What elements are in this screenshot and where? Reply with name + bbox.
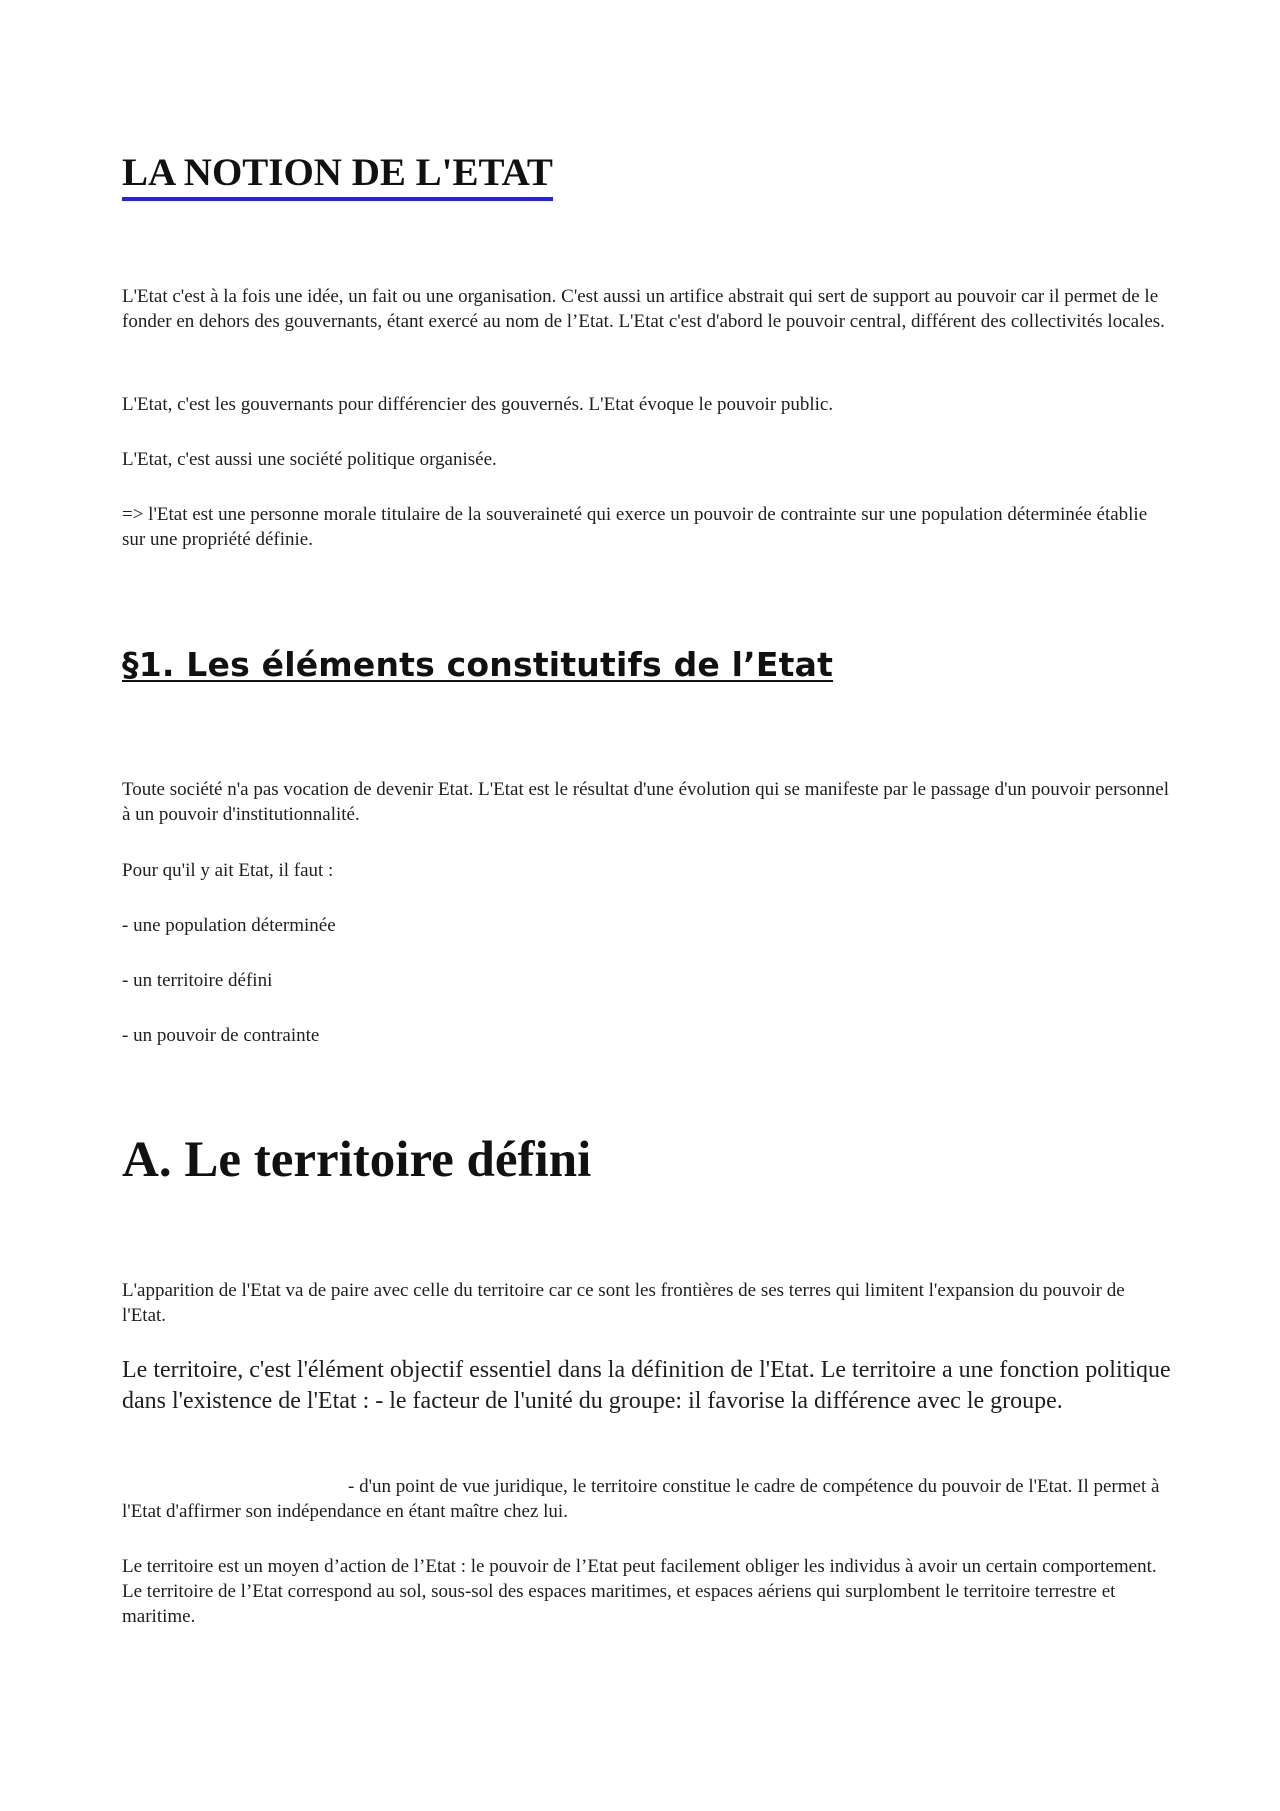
intro-paragraph-2: L'Etat, c'est les gouvernants pour différencier des gouvernés. L'Etat évoque le pouvoir public. [122,394,834,415]
intro-definition: => l'Etat est une personne morale titulaire de la souveraineté qui exerce un pouvoir de contrainte sur une population déterminée établie sur une propriété définie. [122,504,1148,550]
section-heading-elements: §1. Les éléments constitutifs de l’Etat [122,645,834,684]
section1-paragraph: Toute société n'a pas vocation de devenir Etat. L'Etat est le résultat d'une évolution qui se manifeste par le passage d'un pouvoir personnel à un pouvoir d'institutionnalité. [122,779,1170,825]
list-item-territoire: - un territoire défini [122,970,273,991]
page-title: LA NOTION DE L'ETAT [122,150,553,201]
list-item-pouvoir: - un pouvoir de contrainte [122,1025,320,1046]
territoire-paragraph-4: Le territoire est un moyen d’action de l’Etat : le pouvoir de l’Etat peut facilement obliger les individus à avoir un certain comportement. Le territoire de l’Etat correspond au sol, sous-sol des espaces maritimes, et espaces aériens qui surplombent le territoire terrestre et maritime. [122,1556,1157,1627]
list-item-population: - une population déterminée [122,915,336,936]
section1-requirement-intro: Pour qu'il y ait Etat, il faut : [122,860,334,881]
territoire-paragraph-2: Le territoire, c'est l'élément objectif essentiel dans la définition de l'Etat. Le territoire a une fonction politique dans l'existence de l'Etat : - le facteur de l'unité du groupe: il favorise la différence avec le groupe. [122,1357,1171,1414]
territoire-paragraph-1: L'apparition de l'Etat va de paire avec celle du territoire car ce sont les frontières de ses terres qui limitent l'expansion du pouvoir de l'Etat. [122,1280,1125,1326]
intro-paragraph-3: L'Etat, c'est aussi une société politique organisée. [122,449,497,470]
intro-paragraph-1: L'Etat c'est à la fois une idée, un fait ou une organisation. C'est aussi un artifice abstrait qui sert de support au pouvoir car il permet de le fonder en dehors des gouvernants, étant exercé au nom de l’Etat. L'Etat c'est d'abord le pouvoir central, différent des collectivités locales. [122,286,1165,332]
section-heading-territoire: A. Le territoire défini [122,1132,592,1188]
territoire-paragraph-3: - d'un point de vue juridique, le territoire constitue le cadre de compétence du pouvoir de l'Etat. Il permet à l'Etat d'affirmer son indépendance en étant maître chez lui. [122,1476,1160,1522]
